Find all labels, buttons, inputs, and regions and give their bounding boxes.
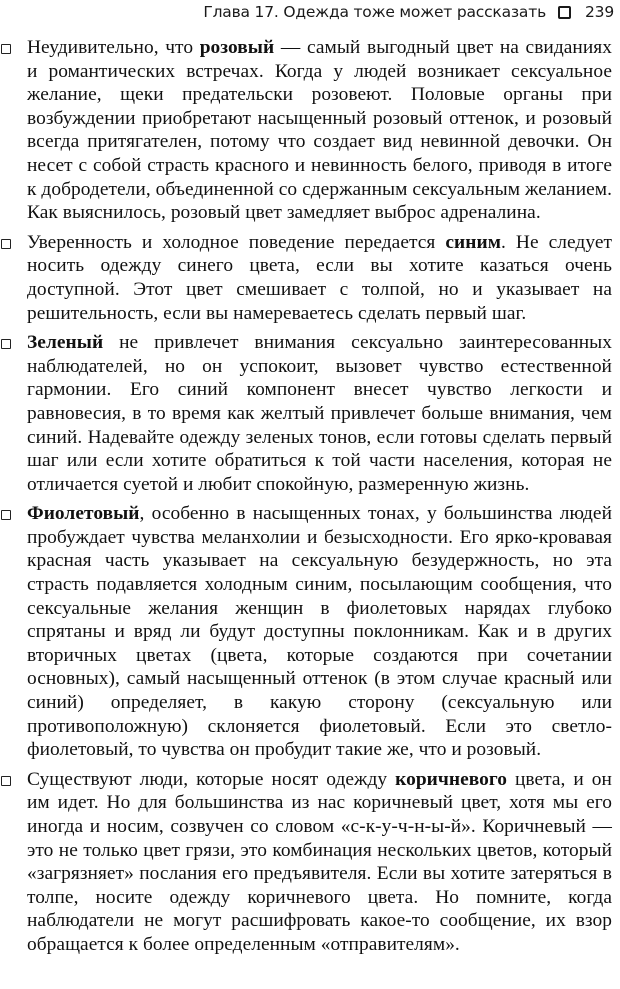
checkbox-bullet-icon (1, 239, 11, 249)
color-term: синим (445, 231, 501, 253)
list-item-pink (0, 36, 612, 225)
color-term: розовый (199, 37, 275, 58)
list-item-violet (0, 502, 612, 762)
color-term: Фиолетовый (27, 503, 140, 525)
list-item-brown (0, 768, 612, 957)
checkbox-bullet-icon (1, 44, 11, 54)
list-item-blue (0, 231, 612, 325)
color-term: Зеленый (27, 332, 104, 354)
list-item-text: Неудивительно, что розовый — самый выгодный цвет на свиданиях и романтических встречах. Когда у людей возникает сексуальное желание, щеки предательски розовеют. Половые органы при возбуждении приобретают насыщенный розовый оттенок, и розовый всегда притягателен, потому что создает вид невинной девочки. Он несет с собой страсть красного и невинность белого, приводя в итоге к добродетели, объединенной со сдержанным сексуальным желанием. Как выяснилось, розовый цвет замедляет выброс адреналина. (27, 37, 612, 224)
list-item-text: Фиолетовый, особенно в насыщенных тонах, у большинства людей пробуждает чувства меланхолии и безысходности. Его ярко-кровавая красная часть указывает на сексуальную безудержность, но эта страсть подавляется холодным синим, посылающим сообщения, что сексуальные желания женщин в фиолетовых нарядах глубоко спрятаны и вряд ли будут доступны поклонникам. Как и в других вторичных цветах (цвета, которые создаются при сочетании основных), самый насыщенный оттенок (в этом случае красный или синий) определяет, в какую сторону (сексуальную или противоположную) склоняется фиолетовый. Если это светло-фиолетовый, то чувства он пробудит такие же, что и розовый. (27, 503, 612, 761)
page-number: 239 (585, 3, 614, 21)
list-item-text: Зеленый не привлечет внимания сексуально заинтересованных наблюдателей, но он успокоит, вызовет чувство естественной гармонии. Его синий компонент внесет чувство легкости и равновесия, в то время как желтый привлечет больше внимания, чем синий. Надевайте одежду зеленых тонов, если готовы сделать первый шаг или если хотите обратиться к той части населения, которая не отличается суетой и любит спокойную, размеренную жизнь. (27, 332, 612, 495)
running-header (203, 3, 614, 21)
page-body (0, 36, 612, 963)
checkbox-bullet-icon (1, 510, 11, 520)
square-bullet-icon (558, 6, 571, 19)
checkbox-bullet-icon (1, 339, 11, 349)
list-item-text: Уверенность и холодное поведение передается синим. Не следует носить одежду синего цвета, если вы хотите казаться очень доступной. Этот цвет смешивает с толпой, но и указывает на решительность, если вы намереваетесь сделать первый шаг. (27, 231, 612, 324)
list-item-text: Существуют люди, которые носят одежду коричневого цвета, и он им идет. Но для большинства из нас коричневый цвет, хотя мы его иногда и носим, созвучен со словом «с-к-у-ч-н-ы-й». Коричневый — это не только цвет грязи, это комбинация нескольких цветов, который «загрязняет» послания его предъявителя. Если вы хотите затеряться в толпе, носите одежду коричневого цвета. Но помните, когда наблюдатели не могут расшифровать какое-то сообщение, их взор обращается к более определенным «отправителям». (27, 768, 612, 955)
color-term: коричневого (395, 768, 507, 790)
list-item-green (0, 331, 612, 496)
chapter-title: Глава 17. Одежда тоже может рассказать (203, 3, 546, 21)
checkbox-bullet-icon (1, 776, 11, 786)
